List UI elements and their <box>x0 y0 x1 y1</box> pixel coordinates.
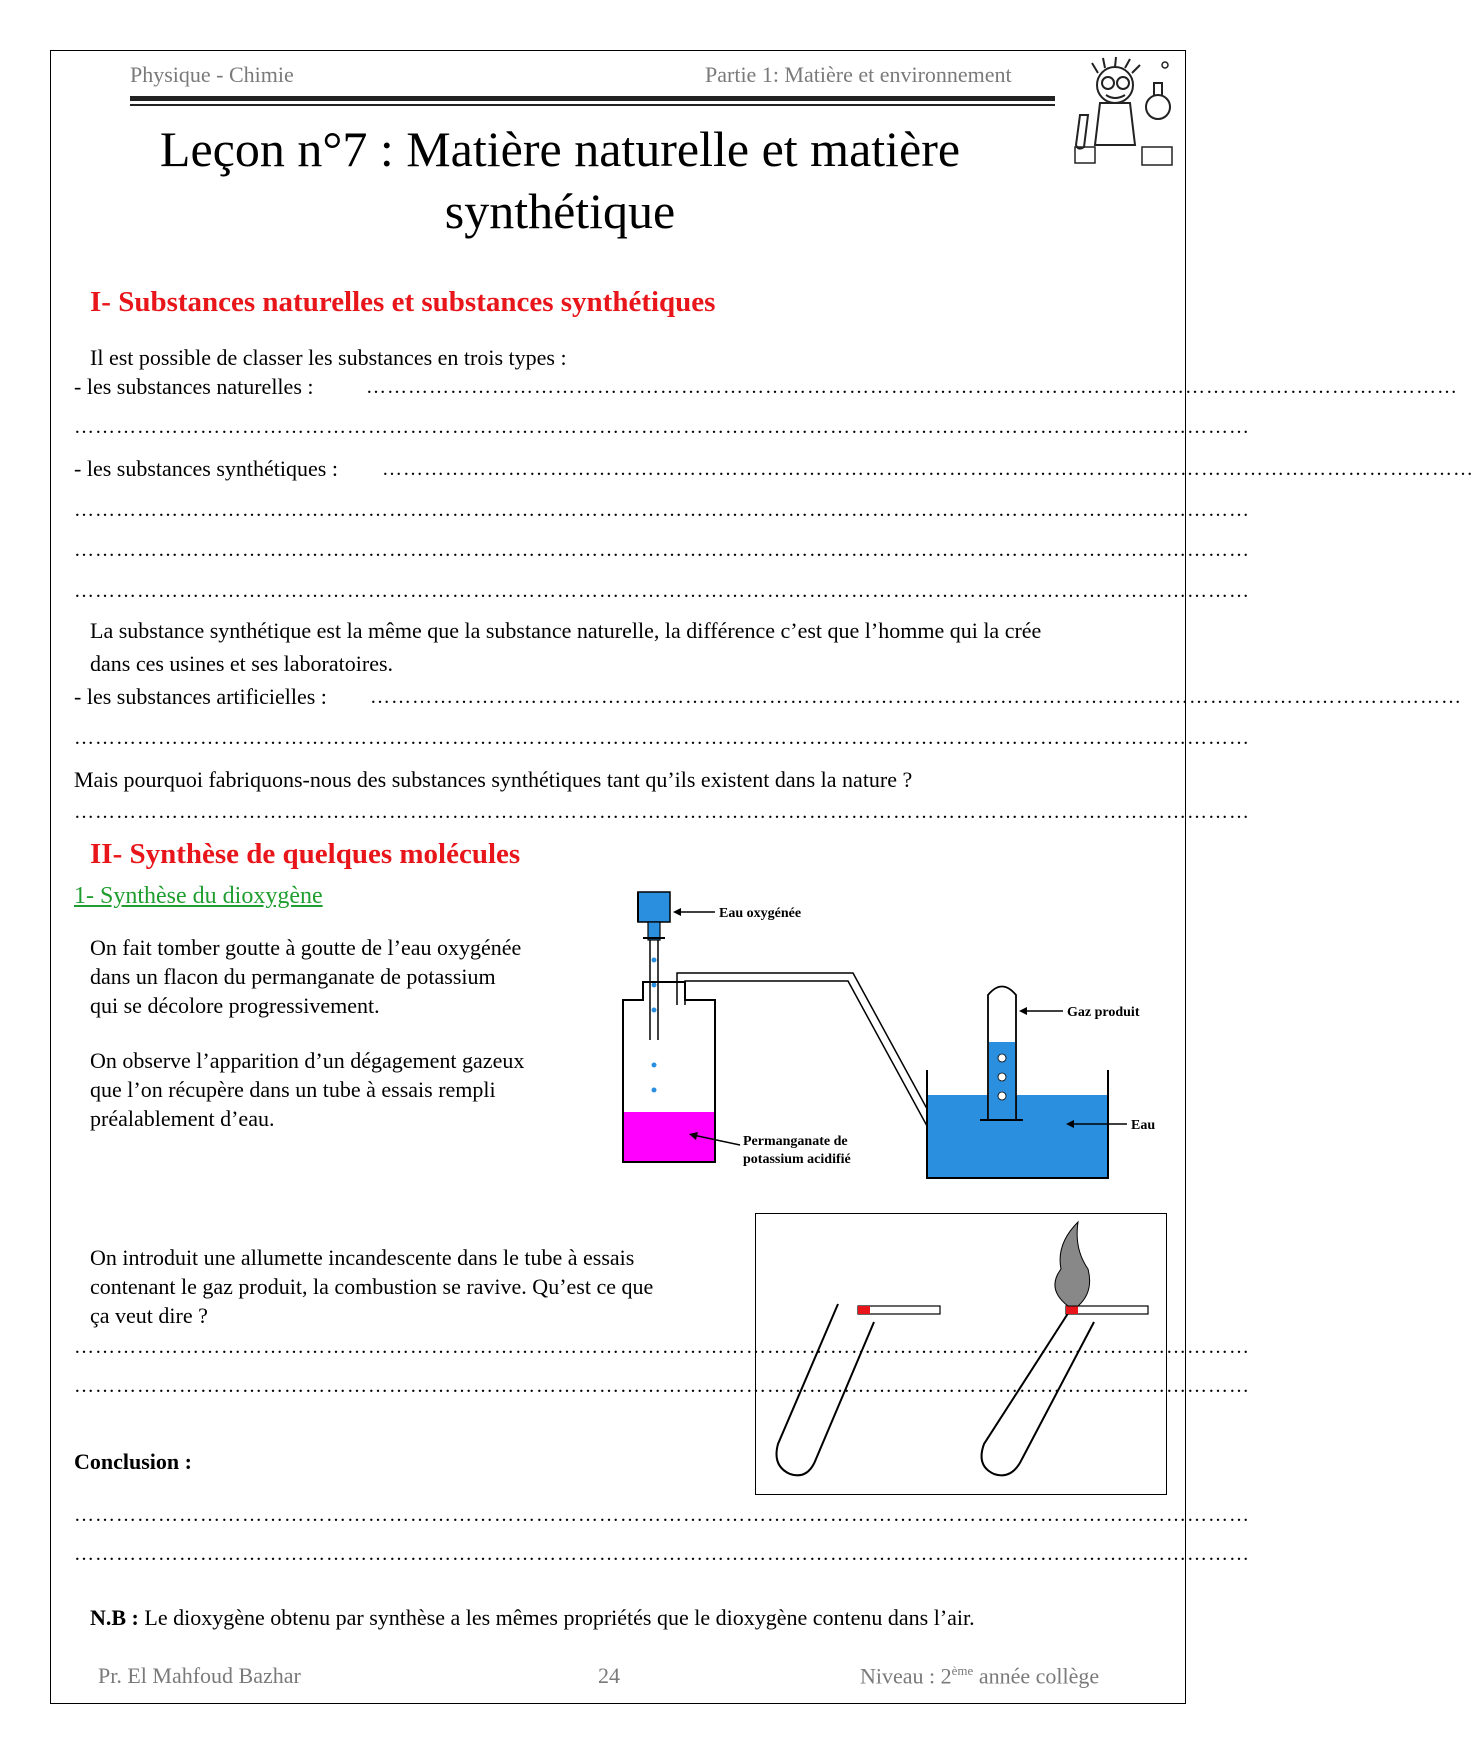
paragraph-match-line-2: contenant le gaz produit, la combustion se ravive. Qu’est ce que <box>90 1274 654 1299</box>
match-test-drawing <box>756 1214 1166 1494</box>
section-1-intro: Il est possible de classer les substances en trois types : <box>90 345 567 370</box>
water-basin <box>928 1095 1108 1178</box>
footer-level-suffix: année collège <box>973 1663 1100 1689</box>
synthetic-label: - les substances synthétiques : <box>74 456 338 481</box>
paragraph-drip <box>90 933 521 1020</box>
nb-text: Le dioxygène obtenu par synthèse a les mêmes propriétés que le dioxygène contenu dans l’air. <box>144 1605 975 1630</box>
scientist-logo-icon <box>1070 55 1180 170</box>
answer-line-synthetic-2[interactable]: …………………………………………………………………………………………………………………………………………………… <box>74 499 1250 521</box>
header-rule-thin <box>130 104 1055 106</box>
answer-line-synthetic-3[interactable]: …………………………………………………………………………………………………………………………………………………… <box>74 539 1250 561</box>
nb-note <box>90 1605 975 1631</box>
flame-icon <box>1055 1222 1090 1306</box>
synthetic-note-line-2: dans ces usines et ses laboratoires. <box>90 651 394 676</box>
answer-line-match-1[interactable]: …………………………………………………………………………………………………………………………………………………… <box>74 1336 1250 1358</box>
title-line-2: synthétique <box>444 183 676 239</box>
paragraph-drip-line-3: qui se décolore progressivement. <box>90 993 380 1018</box>
answer-line-artificial-1[interactable]: ………………………………………………………………………………………………………………………………………… <box>370 686 1462 708</box>
nb-label: N.B : <box>90 1605 139 1630</box>
conclusion-label: Conclusion : <box>74 1449 192 1474</box>
paragraph-match-test <box>90 1243 653 1330</box>
answer-line-conclusion-1[interactable]: …………………………………………………………………………………………………………………………………………………… <box>74 1504 1250 1526</box>
question-why-synthetic: Mais pourquoi fabriquons-nous des substances synthétiques tant qu’ils existent dans la nature ? <box>74 767 913 792</box>
answer-line-natural-1[interactable]: ………………………………………………………………………………………………………………………………………… <box>366 376 1458 398</box>
answer-line-synthetic-4[interactable]: …………………………………………………………………………………………………………………………………………………… <box>74 580 1250 602</box>
header-part: Partie 1: Matière et environnement <box>705 62 1012 87</box>
header-rule-thick <box>130 96 1055 101</box>
page-title <box>110 118 1010 242</box>
footer-page-number: 24 <box>598 1663 620 1688</box>
header-subject: Physique - Chimie <box>130 62 294 87</box>
match-burning <box>1066 1306 1148 1314</box>
footer-level-sup: ème <box>951 1663 974 1678</box>
funnel-reservoir <box>638 892 670 922</box>
title-line-1: Leçon n°7 : Matière naturelle et matière <box>159 121 961 177</box>
answer-line-artificial-2[interactable]: …………………………………………………………………………………………………………………………………………………… <box>74 727 1250 749</box>
test-tube-right <box>982 1304 1094 1475</box>
answer-line-conclusion-2[interactable]: …………………………………………………………………………………………………………………………………………………… <box>74 1543 1250 1565</box>
footer-level-prefix: Niveau : 2 <box>860 1663 952 1689</box>
paragraph-match-line-1: On introduit une allumette incandescente dans le tube à essais <box>90 1245 635 1270</box>
section-2-heading: II- Synthèse de quelques molécules <box>90 838 521 870</box>
label-eau: Eau <box>1131 1118 1156 1133</box>
match-unlit <box>858 1306 940 1314</box>
paragraph-gas-line-3: préalablement d’eau. <box>90 1106 275 1131</box>
label-permanganate-1: Permanganate de <box>743 1134 848 1149</box>
paragraph-gas-line-1: On observe l’apparition d’un dégagement gazeux <box>90 1048 525 1073</box>
paragraph-gas <box>90 1046 524 1133</box>
footer-author: Pr. El Mahfoud Bazhar <box>98 1663 301 1688</box>
paragraph-drip-line-1: On fait tomber goutte à goutte de l’eau oxygénée <box>90 935 522 960</box>
answer-line-match-2[interactable]: …………………………………………………………………………………………………………………………………………………… <box>74 1375 1250 1397</box>
synthetic-note-line-1: La substance synthétique est la même que la substance naturelle, la différence c’est que l’homme qui la crée <box>90 618 1042 643</box>
label-permanganate-2: potassium acidifié <box>743 1152 851 1167</box>
label-gaz-produit: Gaz produit <box>1067 1005 1140 1020</box>
label-eau-oxygenee: Eau oxygénée <box>719 906 802 921</box>
paragraph-match-line-3: ça veut dire ? <box>90 1303 208 1328</box>
natural-label: - les substances naturelles : <box>74 374 314 399</box>
artificial-label: - les substances artificielles : <box>74 684 327 709</box>
answer-line-question[interactable]: …………………………………………………………………………………………………………………………………………………… <box>74 801 1250 823</box>
oxygen-apparatus-figure <box>615 880 1175 1185</box>
footer-level <box>860 1663 1099 1689</box>
paragraph-gas-line-2: que l’on récupère dans un tube à essais rempli <box>90 1077 496 1102</box>
paragraph-drip-line-2: dans un flacon du permanganate de potassium <box>90 964 496 989</box>
answer-line-synthetic-1[interactable]: ………………………………………………………………………………………………………………………………………… <box>382 458 1474 480</box>
match-test-figure <box>755 1213 1167 1495</box>
section-1-heading: I- Substances naturelles et substances synthétiques <box>90 286 716 318</box>
subsection-oxygen-synthesis: 1- Synthèse du dioxygène <box>74 883 323 909</box>
test-tube-left <box>777 1304 875 1475</box>
answer-line-natural-2[interactable]: …………………………………………………………………………………………………………………………………………………… <box>74 416 1250 438</box>
